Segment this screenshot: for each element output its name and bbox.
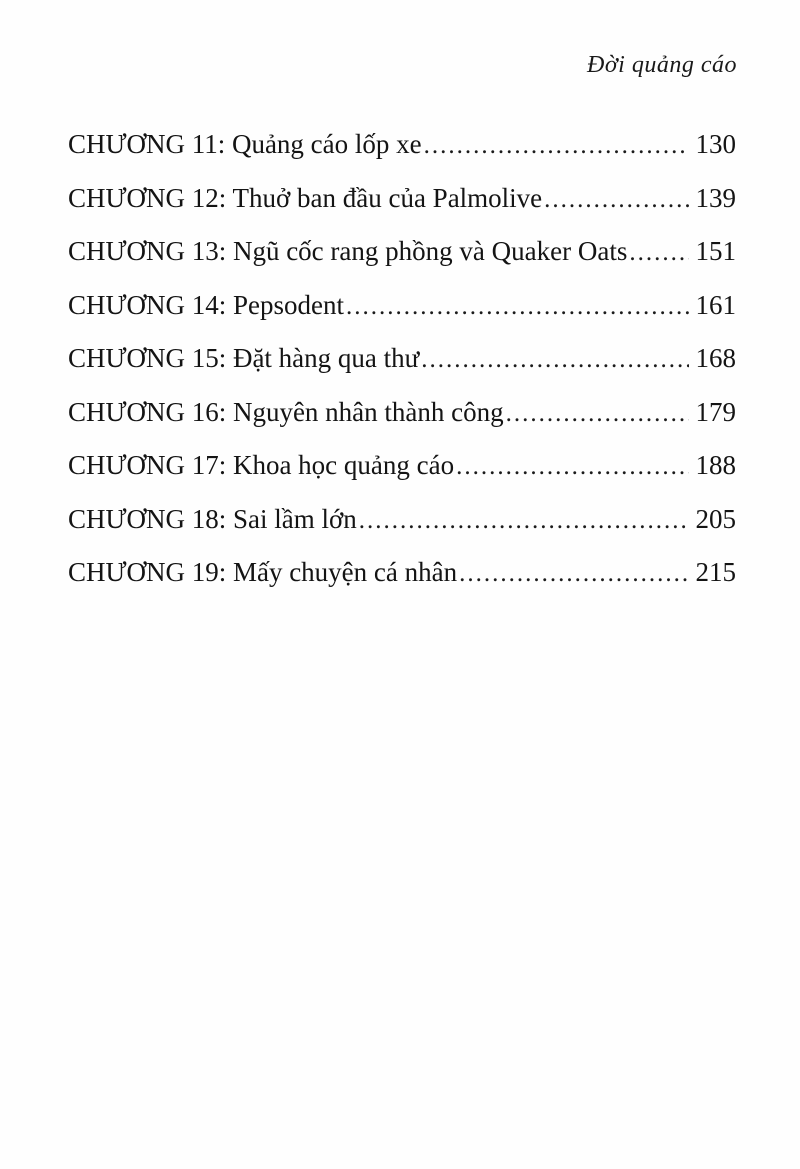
toc-row — [68, 439, 736, 493]
toc-dot-leader — [629, 225, 689, 280]
toc-entry-label: CHƯƠNG 14: Pepsodent — [68, 289, 344, 320]
toc-list — [68, 118, 736, 600]
toc-entry-label: CHƯƠNG 11: Quảng cáo lốp xe — [68, 129, 422, 159]
toc-entry-page: 179 — [695, 396, 736, 427]
toc-entry-label: CHƯƠNG 17: Khoa học quảng cáo — [68, 450, 455, 480]
toc-row — [68, 118, 736, 172]
toc-entry-page: 151 — [695, 236, 736, 266]
toc-entry-label: CHƯƠNG 19: Mấy chuyện cá nhân — [68, 557, 458, 587]
toc-entry-page: 188 — [695, 450, 736, 480]
toc-entry-label: CHƯƠNG 18: Sai lầm lớn — [68, 503, 357, 534]
toc-dot-leader — [359, 493, 689, 548]
toc-entry-label: CHƯƠNG 13: Ngũ cốc rang phồng và Quaker Oats — [68, 236, 628, 266]
toc-entry-page: 139 — [695, 182, 736, 213]
toc-row — [68, 172, 736, 226]
toc-dot-leader — [424, 118, 689, 173]
toc-row — [68, 332, 736, 386]
toc-entry-page: 205 — [695, 503, 736, 534]
toc-dot-leader — [459, 546, 689, 601]
running-header-title: Đời quảng cáo — [587, 52, 737, 78]
toc-dot-leader — [506, 386, 689, 441]
toc-entry-label: CHƯƠNG 12: Thuở ban đầu của Palmolive — [68, 182, 543, 213]
toc-dot-leader — [421, 332, 689, 387]
toc-entry-page: 168 — [695, 343, 736, 373]
toc-entry-label: CHƯƠNG 16: Nguyên nhân thành công — [68, 396, 504, 427]
toc-row — [68, 546, 736, 600]
toc-entry-page: 130 — [695, 129, 736, 159]
toc-row — [68, 386, 736, 440]
toc-dot-leader — [456, 439, 689, 494]
toc-row — [68, 279, 736, 333]
toc-entry-page: 161 — [695, 289, 736, 320]
toc-dot-leader — [346, 279, 689, 334]
toc-dot-leader — [544, 172, 689, 227]
toc-row — [68, 493, 736, 547]
toc-entry-label: CHƯƠNG 15: Đặt hàng qua thư — [68, 343, 420, 373]
toc-row — [68, 225, 736, 279]
toc-entry-page: 215 — [695, 557, 736, 587]
